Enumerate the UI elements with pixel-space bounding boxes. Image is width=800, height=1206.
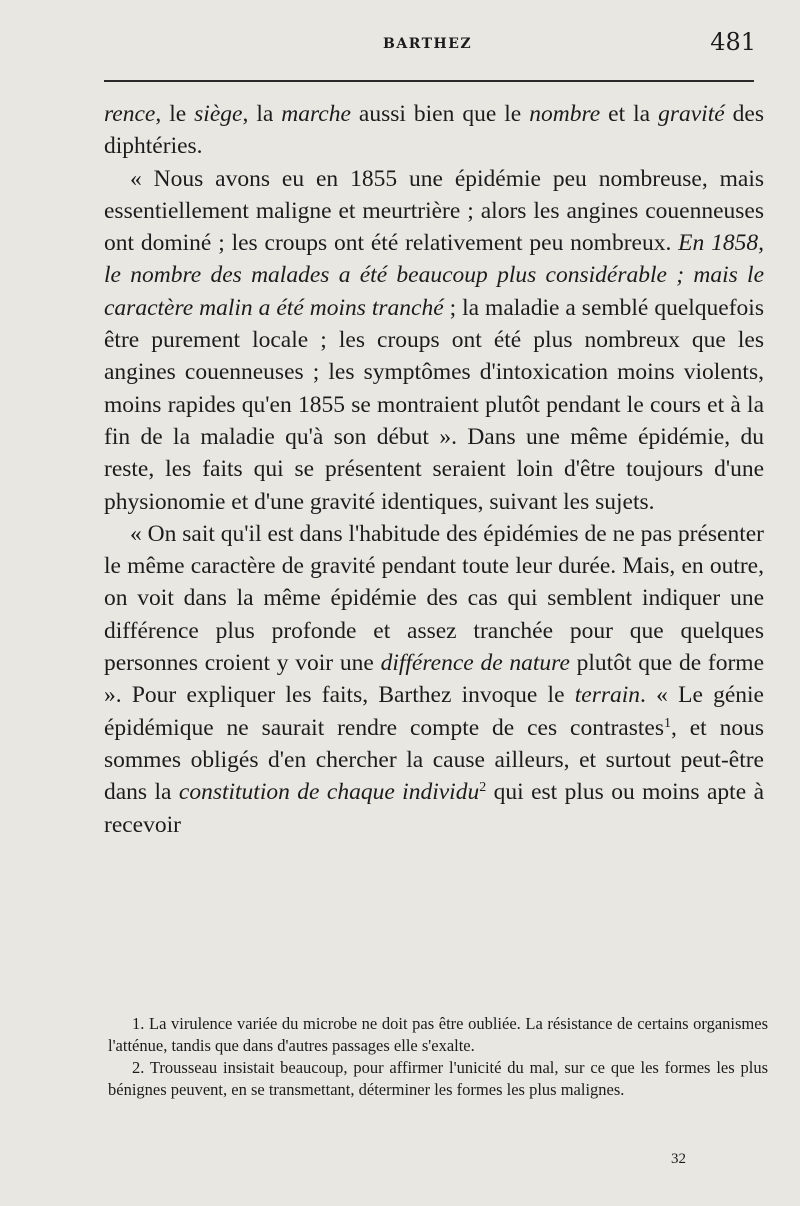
italic-text: En 1858, le nombre des malades a été beaucoup plus considérable ; mais le caractère malin a été moins tranché — [104, 230, 764, 321]
italic-text: gravité — [658, 101, 725, 127]
footnote-2: 2. Trousseau insistait beaucoup, pour affirmer l'unicité du mal, sur ce que les formes les plus bénignes peuvent, en se transmettant, déterminer les formes les plus malignes. — [108, 1058, 768, 1099]
italic-text: terrain — [574, 682, 641, 709]
text-span: , le — [155, 101, 195, 127]
italic-text: rence — [104, 101, 156, 127]
italic-text: siège — [194, 101, 243, 127]
text-span: qui est plus ou moins apte à recevoir — [104, 779, 764, 838]
header-rule — [104, 80, 754, 82]
text-span: des diphtéries. — [104, 101, 764, 160]
text-span: . « Le génie épidémique ne saurait rendre compte de ces contrastes — [104, 682, 764, 741]
text-span: et la — [600, 101, 659, 127]
paragraph-3 — [104, 518, 764, 841]
italic-text: constitution de chaque individu — [178, 779, 480, 806]
footnote-1: 1. La virulence variée du microbe ne doit pas être oubliée. La résistance de certains organismes l'atténue, tandis que dans d'autres passages elle s'exalte. — [108, 1014, 768, 1055]
italic-text: marche — [281, 101, 351, 127]
footnote-ref: 1 — [663, 715, 671, 731]
paragraph-1 — [104, 98, 764, 163]
text-span: ; la maladie a semblé quelquefois être purement locale ; les croups ont été plus nombreux que les angines couenneuses ; les symptômes d'intoxication moins violents, moins rapides qu'en 1855 se montraient plutôt pendant le cours et à la fin de la maladie qu'à son début ». Dans une même épidémie, du reste, les faits qui se présentent seraient loin d'être toujours d'une physionomie et d'une gravité identiques, suivant les sujets. — [104, 294, 764, 515]
signature-mark: 32 — [671, 1151, 686, 1167]
text-span: « Nous avons eu en 1855 une épidémie peu nombreuse, mais essentiellement maligne et meurtrière ; alors les angines couenneuses ont dominé ; les croups ont été relativement peu nombreux. — [104, 165, 764, 257]
text-span: plutôt que de forme ». Pour expliquer les faits, Barthez invoque le — [104, 650, 764, 709]
page-number: 481 — [710, 28, 756, 56]
running-head: BARTHEZ — [383, 36, 473, 52]
italic-text: différence de nature — [380, 650, 570, 677]
text-span: , et nous sommes obligés d'en chercher la cause ailleurs, et surtout peut-être dans la — [104, 714, 764, 806]
text-span: , la — [242, 101, 282, 127]
italic-text: nombre — [529, 101, 601, 127]
body-text — [104, 98, 764, 841]
text-span: aussi bien que le — [350, 101, 530, 127]
paragraph-2 — [104, 163, 764, 518]
footnotes — [108, 1013, 768, 1101]
footnote-ref: 2 — [479, 780, 487, 796]
text-span: « On sait qu'il est dans l'habitude des épidémies de ne pas présenter le même caractère de gravité pendant toute leur durée. Mais, en outre, on voit dans la même épidémie des cas qui semblent indiquer une différence plus profonde et assez tranchée pour que quelques personnes croient y voir une — [104, 520, 764, 677]
